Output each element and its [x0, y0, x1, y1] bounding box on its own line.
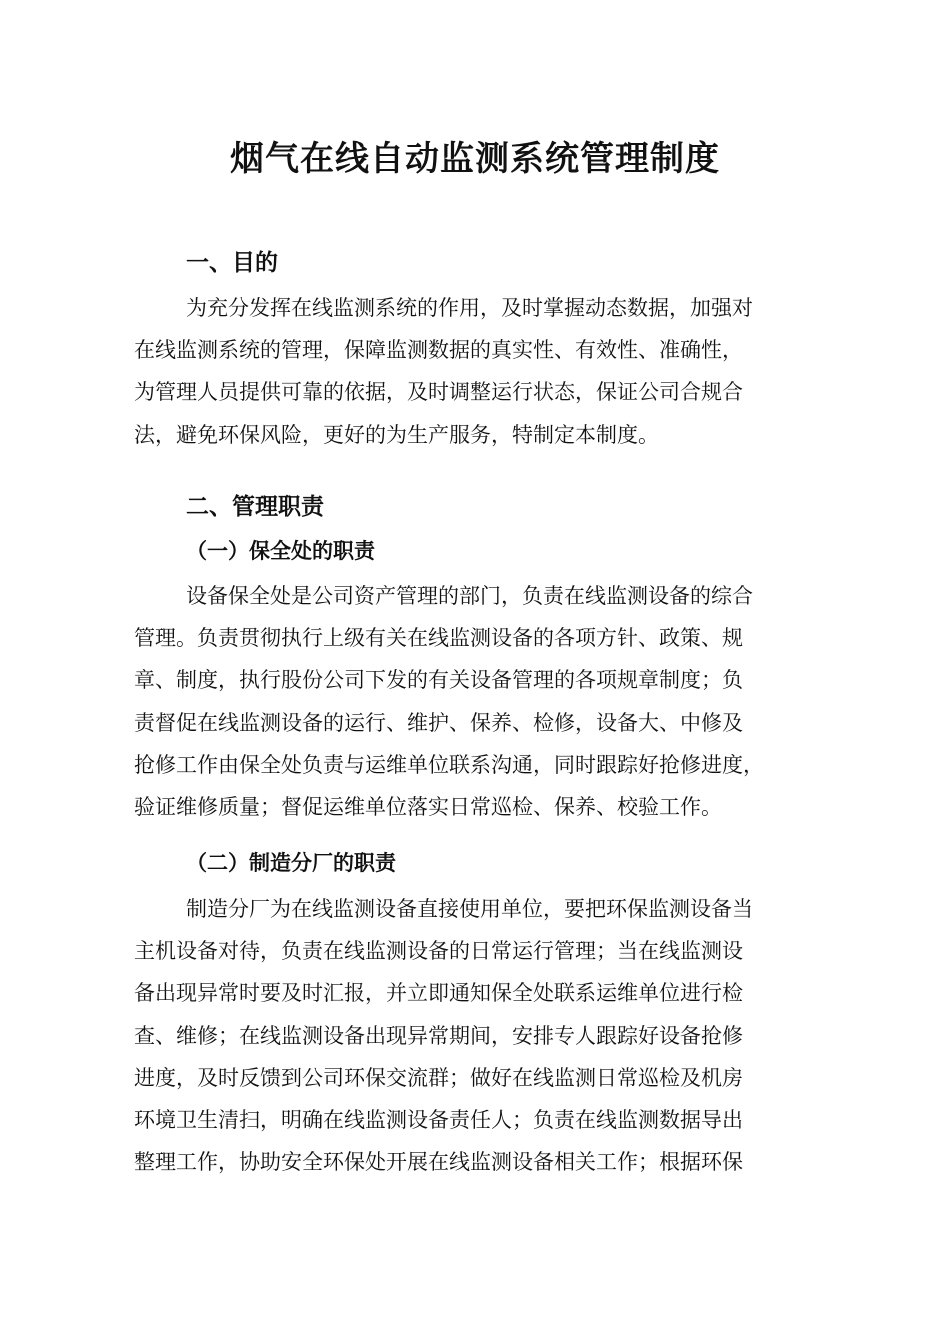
- paragraph-line: 法，避免环保风险，更好的为生产服务，特制定本制度。: [134, 422, 659, 447]
- paragraph-line: 管理。负责贯彻执行上级有关在线监测设备的各项方针、政策、规: [134, 626, 743, 651]
- paragraph-line: 设备保全处是公司资产管理的部门，负责在线监测设备的综合: [186, 584, 753, 608]
- paragraph-manufacturing-plant: [134, 888, 854, 1183]
- paragraph-line: 验证维修质量；督促运维单位落实日常巡检、保养、校验工作。: [134, 795, 722, 820]
- paragraph-security-office: [134, 575, 854, 828]
- paragraph-line: 主机设备对待，负责在线监测设备的日常运行管理；当在线监测设: [134, 939, 743, 964]
- paragraph-purpose: [134, 287, 854, 456]
- paragraph-line: 为充分发挥在线监测系统的作用，及时掌握动态数据，加强对: [186, 296, 753, 320]
- paragraph-line: 责督促在线监测设备的运行、维护、保养、检修，设备大、中修及: [134, 710, 743, 735]
- section-heading-purpose: 一、目的: [186, 250, 278, 276]
- subsection-heading-manufacturing-plant: （二）制造分厂的职责: [186, 850, 396, 875]
- paragraph-line: 章、制度，执行股份公司下发的有关设备管理的各项规章制度；负: [134, 668, 743, 693]
- paragraph-line: 环境卫生清扫，明确在线监测设备责任人；负责在线监测数据导出: [134, 1108, 743, 1133]
- paragraph-line: 制造分厂为在线监测设备直接使用单位，要把环保监测设备当: [186, 897, 753, 921]
- subsection-heading-security-office: （一）保全处的职责: [186, 538, 375, 563]
- document-title: 烟气在线自动监测系统管理制度: [230, 139, 720, 179]
- paragraph-line: 为管理人员提供可靠的依据，及时调整运行状态，保证公司合规合: [134, 380, 743, 405]
- paragraph-line: 进度，及时反馈到公司环保交流群；做好在线监测日常巡检及机房: [134, 1065, 743, 1090]
- paragraph-line: 抢修工作由保全处负责与运维单位联系沟通，同时跟踪好抢修进度，: [134, 752, 764, 777]
- paragraph-line: 整理工作，协助安全环保处开展在线监测设备相关工作；根据环保: [134, 1150, 743, 1175]
- section-heading-responsibilities: 二、管理职责: [186, 494, 324, 520]
- paragraph-line: 查、维修；在线监测设备出现异常期间，安排专人跟踪好设备抢修: [134, 1023, 743, 1048]
- paragraph-line: 备出现异常时要及时汇报，并立即通知保全处联系运维单位进行检: [134, 981, 743, 1006]
- paragraph-line: 在线监测系统的管理，保障监测数据的真实性、有效性、准确性，: [134, 338, 743, 363]
